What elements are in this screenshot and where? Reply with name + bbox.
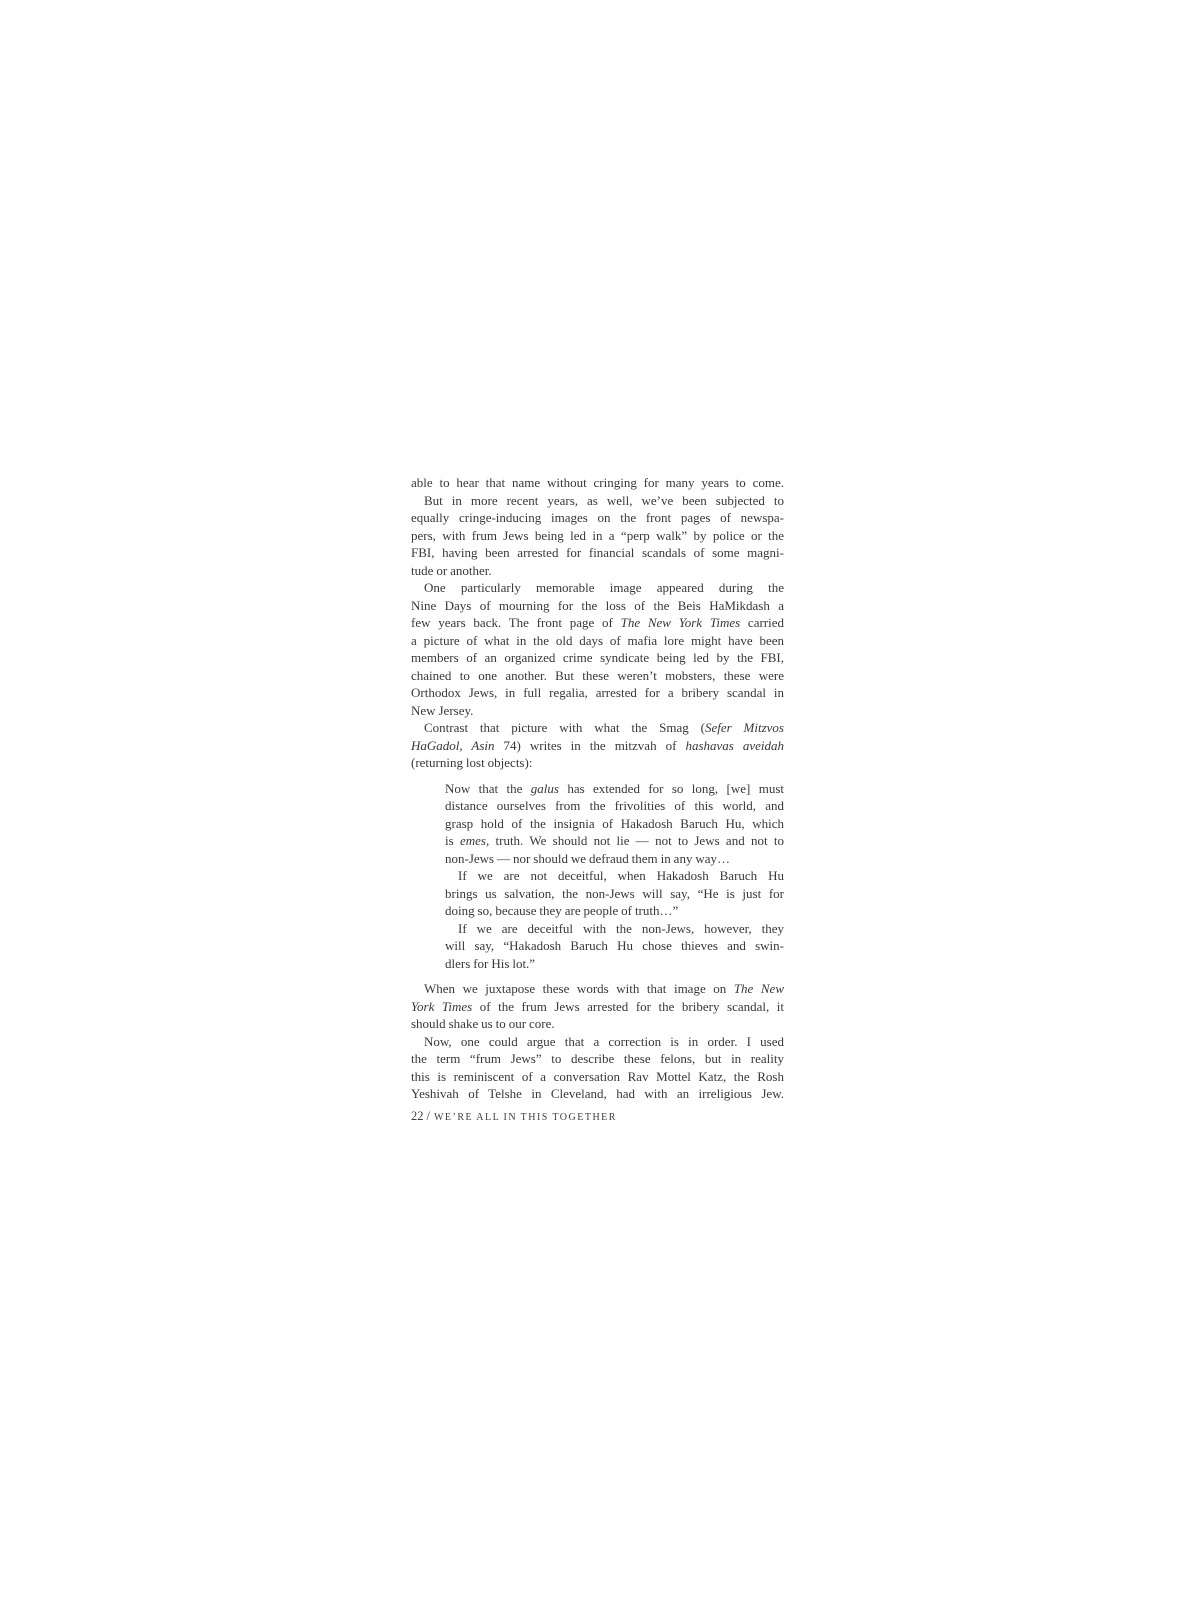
body-paragraph	[411, 1033, 784, 1103]
text-line: chained to one another. But these weren’t mobsters, these were	[411, 667, 784, 683]
body-text	[411, 474, 784, 1103]
text-line: tude or another.	[411, 562, 492, 578]
body-paragraph	[411, 579, 784, 719]
page-number: 22	[411, 1108, 424, 1123]
body-paragraph	[411, 492, 784, 580]
text-line: Orthodox Jews, in full regalia, arrested for a bribery scandal in	[411, 685, 784, 700]
body-paragraph	[411, 980, 784, 1033]
text-block	[411, 474, 784, 1126]
text-line: Now that the galus has extended for so long, [we] must	[445, 780, 784, 796]
footer-book-title: WE’RE ALL IN THIS TOGETHER	[433, 1111, 617, 1123]
text-line: Now, one could argue that a correction is in order. I used	[424, 1033, 784, 1049]
body-paragraph	[411, 719, 784, 772]
text-line: When we juxtapose these words with that image on The New	[424, 981, 784, 996]
text-line: distance ourselves from the frivolities of this world, and	[445, 798, 784, 813]
text-line: is emes, truth. We should not lie — not to Jews and not to	[445, 833, 784, 848]
text-line: doing so, because they are people of truth…”	[445, 903, 679, 918]
page-footer	[411, 1107, 784, 1127]
text-line: grasp hold of the insignia of Hakadosh Baruch Hu, which	[445, 815, 784, 831]
text-line: brings us salvation, the non-Jews will say, “He is just for	[445, 885, 784, 901]
text-line: should shake us to our core.	[411, 1016, 555, 1031]
text-line: few years back. The front page of The New York Times carried	[411, 615, 785, 630]
text-line: If we are not deceitful, when Hakadosh Baruch Hu	[458, 868, 784, 883]
text-line: pers, with frum Jews being led in a “perp walk” by police or the	[411, 527, 784, 543]
text-line: members of an organized crime syndicate being led by the FBI,	[411, 650, 784, 665]
text-line: the term “frum Jews” to describe these felons, but in reality	[411, 1051, 784, 1066]
blockquote-paragraph	[445, 867, 784, 920]
blockquote-paragraph	[445, 780, 784, 868]
text-line: a picture of what in the old days of mafia lore might have been	[411, 632, 784, 648]
blockquote-paragraph	[445, 920, 784, 973]
body-paragraph	[411, 474, 784, 492]
text-line: Nine Days of mourning for the loss of the Beis HaMikdash a	[411, 597, 784, 613]
text-line: New Jersey.	[411, 702, 474, 718]
text-line: But in more recent years, as well, we’ve been subjected to	[424, 492, 784, 508]
text-line: HaGadol, Asin 74) writes in the mitzvah of hashavas aveidah	[411, 737, 784, 753]
text-line: FBI, having been arrested for financial scandals of some magni-	[411, 545, 784, 560]
text-line: (returning lost objects):	[411, 755, 533, 770]
text-line: will say, “Hakadosh Baruch Hu chose thieves and swin-	[445, 938, 784, 953]
text-line: equally cringe-inducing images on the front pages of newspa-	[411, 510, 784, 525]
text-line: non-Jews — nor should we defraud them in any way…	[445, 850, 731, 866]
text-line: Contrast that picture with what the Smag (Sefer Mitzvos	[424, 720, 784, 735]
text-line: York Times of the frum Jews arrested for the bribery scandal, it	[411, 998, 784, 1014]
footer-separator: /	[426, 1108, 430, 1123]
text-line: If we are deceitful with the non-Jews, however, they	[458, 920, 784, 936]
text-line: dlers for His lot.”	[445, 955, 536, 971]
text-line: One particularly memorable image appeared during the	[424, 580, 784, 595]
text-line: able to hear that name without cringing for many years to come.	[411, 475, 784, 490]
text-line: Yeshivah of Telshe in Cleveland, had with an irreligious Jew.	[411, 1086, 784, 1101]
text-line: this is reminiscent of a conversation Rav Mottel Katz, the Rosh	[411, 1068, 784, 1084]
